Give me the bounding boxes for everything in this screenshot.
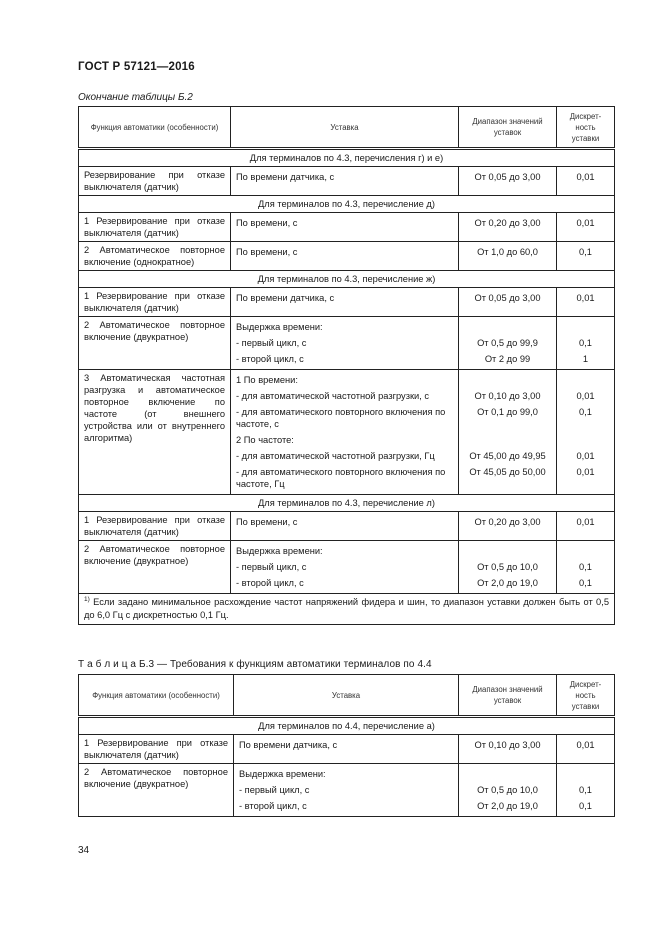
table-b3-caption: Т а б л и ц а Б.3 — Требования к функциям автоматики терминалов по 4.4 bbox=[78, 659, 432, 670]
section-row bbox=[79, 717, 615, 735]
function-cell: 2 Автоматическое повторное включение (двукратное) bbox=[79, 541, 231, 594]
setting-line: По времени, с bbox=[236, 247, 298, 257]
step-value bbox=[562, 372, 609, 388]
setting-line: - для автоматического повторного включения по частоте, с bbox=[236, 407, 446, 429]
table-row bbox=[79, 370, 615, 495]
section-title: Для терминалов по 4.4, перечисление а) bbox=[79, 717, 615, 735]
function-cell: 1 Резервирование при отказе выключателя (датчик) bbox=[79, 288, 231, 317]
range-cell bbox=[459, 541, 557, 594]
setting-cell bbox=[231, 288, 459, 317]
setting-line: - для автоматического повторного включения по частоте, Гц bbox=[236, 467, 446, 489]
range-value: От 2,0 до 19,0 bbox=[477, 801, 538, 811]
setting-line: По времени датчика, с bbox=[239, 740, 338, 750]
range-value: От 2,0 до 19,0 bbox=[477, 578, 538, 588]
setting-line: - первый цикл, с bbox=[236, 338, 307, 348]
range-value: От 0,5 до 10,0 bbox=[477, 562, 538, 572]
column-header-setting: Уставка bbox=[231, 107, 459, 149]
range-value bbox=[464, 319, 551, 335]
section-row bbox=[79, 495, 615, 512]
range-cell bbox=[459, 213, 557, 242]
column-header-range: Диапазон значений уставок bbox=[459, 107, 557, 149]
range-value: От 0,20 до 3,00 bbox=[474, 517, 541, 527]
range-cell bbox=[459, 317, 557, 370]
table-b2 bbox=[78, 106, 615, 625]
setting-line: По времени, с bbox=[236, 517, 298, 527]
step-value: 1 bbox=[582, 354, 589, 364]
range-value bbox=[464, 372, 551, 388]
section-title: Для терминалов по 4.3, перечисление л) bbox=[79, 495, 615, 512]
setting-line: Выдержка времени: bbox=[236, 546, 323, 556]
table-b3 bbox=[78, 674, 615, 817]
step-value: 0,01 bbox=[576, 740, 595, 750]
column-header-setting: Уставка bbox=[234, 675, 459, 717]
section-title: Для терминалов по 4.3, перечисление ж) bbox=[79, 271, 615, 288]
step-cell bbox=[557, 167, 615, 196]
column-header-step: Дискрет-ность уставки bbox=[557, 107, 615, 149]
table-row bbox=[79, 288, 615, 317]
table-row bbox=[79, 317, 615, 370]
step-cell bbox=[557, 213, 615, 242]
setting-cell bbox=[231, 317, 459, 370]
footnote-mark: 1) bbox=[84, 595, 90, 603]
range-cell bbox=[459, 242, 557, 271]
setting-line: - второй цикл, с bbox=[239, 801, 307, 811]
footnote-text: Если задано минимальное расхождение частот напряжений фидера и шин, то диапазон уставки должен быть от 0,5 до 6,0 Гц с дискретностью 0,1 Гц. bbox=[84, 597, 609, 620]
column-header-range: Диапазон значений уставок bbox=[459, 675, 557, 717]
document-header: ГОСТ Р 57121—2016 bbox=[78, 61, 195, 73]
step-value: 0,1 bbox=[579, 407, 592, 417]
setting-line: По времени датчика, с bbox=[236, 172, 335, 182]
range-value: От 45,05 до 50,00 bbox=[469, 467, 546, 477]
setting-cell bbox=[231, 512, 459, 541]
range-cell bbox=[459, 512, 557, 541]
range-value: От 0,5 до 99,9 bbox=[477, 338, 538, 348]
step-value: 0,1 bbox=[579, 785, 592, 795]
range-value bbox=[464, 766, 551, 782]
column-header-step: Дискрет-ность уставки bbox=[557, 675, 615, 717]
setting-line: - для автоматической частотной разгрузки, с bbox=[236, 391, 430, 401]
step-cell bbox=[557, 764, 615, 817]
function-cell: Резервирование при отказе выключателя (датчик) bbox=[79, 167, 231, 196]
step-value bbox=[562, 543, 609, 559]
range-value bbox=[464, 432, 551, 448]
section-title: Для терминалов по 4.3, перечисления г) и е) bbox=[79, 149, 615, 167]
step-value: 0,01 bbox=[576, 517, 595, 527]
setting-cell bbox=[231, 541, 459, 594]
function-cell: 1 Резервирование при отказе выключателя (датчик) bbox=[79, 512, 231, 541]
setting-cell bbox=[234, 764, 459, 817]
function-cell: 2 Автоматическое повторное включение (однократное) bbox=[79, 242, 231, 271]
setting-line: - для автоматической частотной разгрузки, Гц bbox=[236, 451, 435, 461]
table-row bbox=[79, 512, 615, 541]
range-value: От 0,10 до 3,00 bbox=[474, 391, 541, 401]
setting-line: - второй цикл, с bbox=[236, 578, 304, 588]
range-value: От 45,00 до 49,95 bbox=[469, 451, 546, 461]
step-value: 0,01 bbox=[576, 451, 595, 461]
setting-line: 2 По частоте: bbox=[236, 435, 294, 445]
table-row bbox=[79, 735, 615, 764]
range-cell bbox=[459, 370, 557, 495]
table-row bbox=[79, 242, 615, 271]
step-cell bbox=[557, 288, 615, 317]
section-row bbox=[79, 149, 615, 167]
setting-cell bbox=[231, 167, 459, 196]
step-value bbox=[562, 766, 609, 782]
setting-cell bbox=[231, 370, 459, 495]
range-value: От 0,1 до 99,0 bbox=[477, 407, 538, 417]
step-cell bbox=[557, 317, 615, 370]
range-value: От 1,0 до 60,0 bbox=[477, 247, 538, 257]
section-title: Для терминалов по 4.3, перечисление д) bbox=[79, 196, 615, 213]
step-value: 0,1 bbox=[579, 247, 592, 257]
table-b2-body bbox=[79, 149, 615, 594]
setting-cell bbox=[231, 242, 459, 271]
range-value: От 0,10 до 3,00 bbox=[474, 740, 541, 750]
range-value: От 0,20 до 3,00 bbox=[474, 218, 541, 228]
table-b2-caption: Окончание таблицы Б.2 bbox=[78, 92, 193, 103]
step-value: 0,01 bbox=[576, 293, 595, 303]
table-b3-body bbox=[79, 717, 615, 817]
setting-line: Выдержка времени: bbox=[239, 769, 326, 779]
setting-line: - первый цикл, с bbox=[239, 785, 310, 795]
section-row bbox=[79, 271, 615, 288]
step-value: 0,1 bbox=[579, 578, 592, 588]
step-cell bbox=[557, 735, 615, 764]
step-value: 0,1 bbox=[579, 562, 592, 572]
step-value bbox=[562, 319, 609, 335]
step-value: 0,01 bbox=[576, 172, 595, 182]
function-cell: 1 Резервирование при отказе выключателя (датчик) bbox=[79, 213, 231, 242]
step-cell bbox=[557, 370, 615, 495]
table-row bbox=[79, 764, 615, 817]
function-cell: 1 Резервирование при отказе выключателя (датчик) bbox=[79, 735, 234, 764]
setting-cell bbox=[234, 735, 459, 764]
section-row bbox=[79, 196, 615, 213]
function-cell: 3 Автоматическая частотная разгрузка и автоматическое повторное включение по частоте (от внешнего устройства или от внутреннего алгоритма) bbox=[79, 370, 231, 495]
range-value bbox=[464, 543, 551, 559]
function-cell: 2 Автоматическое повторное включение (двукратное) bbox=[79, 764, 234, 817]
step-value: 0,1 bbox=[579, 338, 592, 348]
setting-line: Выдержка времени: bbox=[236, 322, 323, 332]
table-row bbox=[79, 213, 615, 242]
table-b2-footnote bbox=[79, 594, 615, 625]
range-cell bbox=[459, 288, 557, 317]
range-cell bbox=[459, 167, 557, 196]
column-header-function: Функция автоматики (особенности) bbox=[79, 107, 231, 149]
step-value bbox=[562, 432, 609, 448]
setting-line: 1 По времени: bbox=[236, 375, 298, 385]
table-row bbox=[79, 167, 615, 196]
column-header-function: Функция автоматики (особенности) bbox=[79, 675, 234, 717]
step-cell bbox=[557, 512, 615, 541]
setting-line: По времени, с bbox=[236, 218, 298, 228]
range-value: От 0,5 до 10,0 bbox=[477, 785, 538, 795]
function-cell: 2 Автоматическое повторное включение (двукратное) bbox=[79, 317, 231, 370]
setting-cell bbox=[231, 213, 459, 242]
range-value: От 0,05 до 3,00 bbox=[474, 172, 541, 182]
setting-line: - второй цикл, с bbox=[236, 354, 304, 364]
step-cell bbox=[557, 541, 615, 594]
table-row bbox=[79, 541, 615, 594]
step-value: 0,01 bbox=[576, 391, 595, 401]
step-cell bbox=[557, 242, 615, 271]
range-cell bbox=[459, 735, 557, 764]
step-value: 0,01 bbox=[576, 467, 595, 477]
step-value: 0,1 bbox=[579, 801, 592, 811]
range-value: От 0,05 до 3,00 bbox=[474, 293, 541, 303]
range-value: От 2 до 99 bbox=[484, 354, 531, 364]
setting-line: - первый цикл, с bbox=[236, 562, 307, 572]
step-value: 0,01 bbox=[576, 218, 595, 228]
page-number: 34 bbox=[78, 845, 90, 856]
setting-line: По времени датчика, с bbox=[236, 293, 335, 303]
range-cell bbox=[459, 764, 557, 817]
